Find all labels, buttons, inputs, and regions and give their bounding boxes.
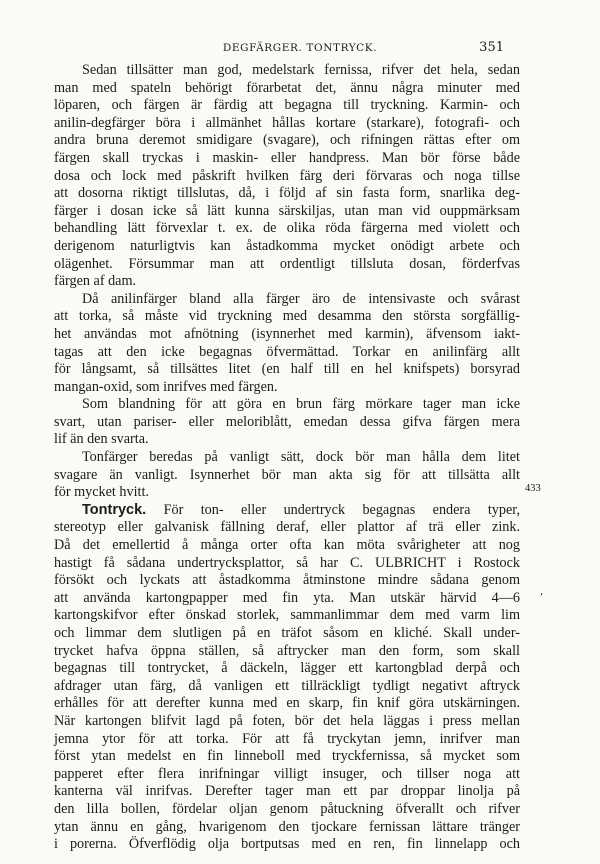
text-line: Som blandning för att göra en brun färg mörkare tager man icke (82, 396, 520, 413)
text-line: För ton- eller undertryck begagnas endera typer, (163, 501, 520, 518)
stray-mark: ‚ (540, 586, 544, 597)
text-line: svagare än vanligt. Isynnerhet bör man akta sig för att tillsätta allt (54, 466, 520, 483)
section-heading-line (54, 502, 520, 520)
text-line: man med spateln behörigt förarbetat det, ännu några minuter med (54, 79, 520, 96)
paragraph (54, 62, 520, 291)
section-title: Tontryck. (82, 501, 147, 518)
text-line: färger i dosan icke så lätt kunna särskiljas, utan man vid ouppmärksam (54, 202, 520, 219)
text-line: jemna ytor för att torka. För att få tryckytan jemn, inrifver man (54, 730, 520, 747)
text-line: svart, utan pariser- eller meloriblått, emedan dessa gifva färgen mera (54, 413, 520, 430)
text-line: Tonfärger beredas på vanligt sätt, dock bör man hålla dem litet (82, 449, 520, 466)
text-line: först ytan medelst en fin linneboll med tryckfernissa, så mycket som (54, 748, 520, 765)
text-line: kartongskifvor efter önskad storlek, sammanlimmar dem med varm lim (54, 607, 520, 624)
text-line: att dosorna riktigt tillslutas, då, i följd af sin fasta form, snarlika deg- (54, 185, 520, 202)
page-header (0, 42, 600, 58)
text-line: het användas mot afnötning (isynnerhet med karmin), äfvensom iakt- (54, 325, 520, 342)
text-line: begagnas till tontrycket, å däckeln, lägger ett kartongblad derpå och (54, 660, 520, 677)
text-line: olägenhet. Försummar man att ordentligt tillsluta dosan, förderfvas (54, 255, 520, 272)
paragraph (54, 396, 520, 449)
running-head: DEGFÄRGER. TONTRYCK. (222, 42, 378, 54)
text-line: försökt och lyckats att åstadkomma åtminstone mindre sådana genom (54, 572, 520, 589)
text-line: andra bruna deremot smidigare (svagare), och rifningen rättas efter om (54, 132, 520, 149)
text-line: derigenom naturligtvis kan åstadkomma mycket onödigt arbete och (54, 237, 520, 254)
paragraph (54, 291, 520, 397)
text-line: trycket hafva öppna ställen, så aftrycker man den form, som skall (54, 642, 520, 659)
text-line: att använda kartongpapper med fin yta. Man utskär härvid 4—6 (54, 589, 520, 606)
text-line: löparen, och färgen är färdig att begagna till tryckning. Karmin- och (54, 97, 520, 114)
text-line: lif än den svarta. (54, 431, 149, 448)
text-line: för långsamt, så tillsättes litet (en half till en hel knifspets) borsyrad (54, 361, 520, 378)
text-line: i porerna. Öfverflödig olja bortputsas med en ren, fin linnelapp och (54, 836, 520, 853)
text-line: den lilla bollen, fördelar oljan genom påtuckning öfverallt och rifver (54, 800, 520, 817)
text-line: papperet efter flera inrifningar villigt insuger, och tillser noga att (54, 765, 520, 782)
text-line: att torka, så måste vid tryckning med desamma den största sorgfällig- (54, 308, 520, 325)
text-line: Då det emellertid å många orter ofta kan möta svårigheter att nog (54, 537, 520, 554)
text-line: stereotyp eller galvanisk fällning deraf, eller plattor af trä eller zink. (54, 519, 520, 536)
page-number: 351 (479, 40, 504, 55)
margin-section-number: 433 (525, 483, 541, 494)
text-line: hastigt få sådana undertrycksplattor, så har C. ULBRICHT i Rostock (54, 554, 520, 571)
text-line: och limmar dem slutligen på en träfot såsom en kliché. Skall under- (54, 625, 520, 641)
page-body (54, 62, 520, 854)
text-line: mangan-oxid, som inrifves med färgen. (54, 378, 278, 395)
text-line: När kartongen blifvit lagd på foten, bör det hela läggas i press mellan (54, 712, 520, 729)
text-line: för mycket hvitt. (54, 484, 149, 501)
text-line: dosa och lock med påskrift hvilken färg deri förvaras och noga tillse (54, 167, 520, 184)
text-line: tagas att den icke begagnas öfvermättad. Torkar en anilinfärg allt (54, 343, 520, 360)
text-line: afdrager utan färg, då vanligen ett tillräckligt tydligt negativt aftryck (54, 677, 520, 694)
text-line: behandling lätt förvexlar t. ex. de olika röda färgerna med violett och (54, 220, 520, 237)
text-line: färgen af dam. (54, 273, 137, 290)
text-line: kanterna väl inrifvas. Derefter tager man ett par droppar linolja på (54, 783, 520, 800)
text-line: ytan ännu en gång, hvarigenom den tjockare fernissan lättare tränger (54, 818, 520, 835)
paragraph (54, 502, 520, 854)
text-line: anilin-degfärger böra i allmänhet hållas kortare (starkare), fotografi- och (54, 114, 520, 131)
text-line: Då anilinfärger bland alla färger äro de intensivaste och svårast (82, 290, 520, 307)
text-line: Sedan tillsätter man god, medelstark fernissa, rifver det hela, sedan (82, 62, 520, 78)
paragraph (54, 449, 520, 502)
text-line: färgen skall tryckas i maskin- eller handpress. Man bör förse både (54, 149, 520, 166)
text-line: erhålles för att derefter kunna med en skarp, fin knif göra utskärningen. (54, 695, 520, 712)
